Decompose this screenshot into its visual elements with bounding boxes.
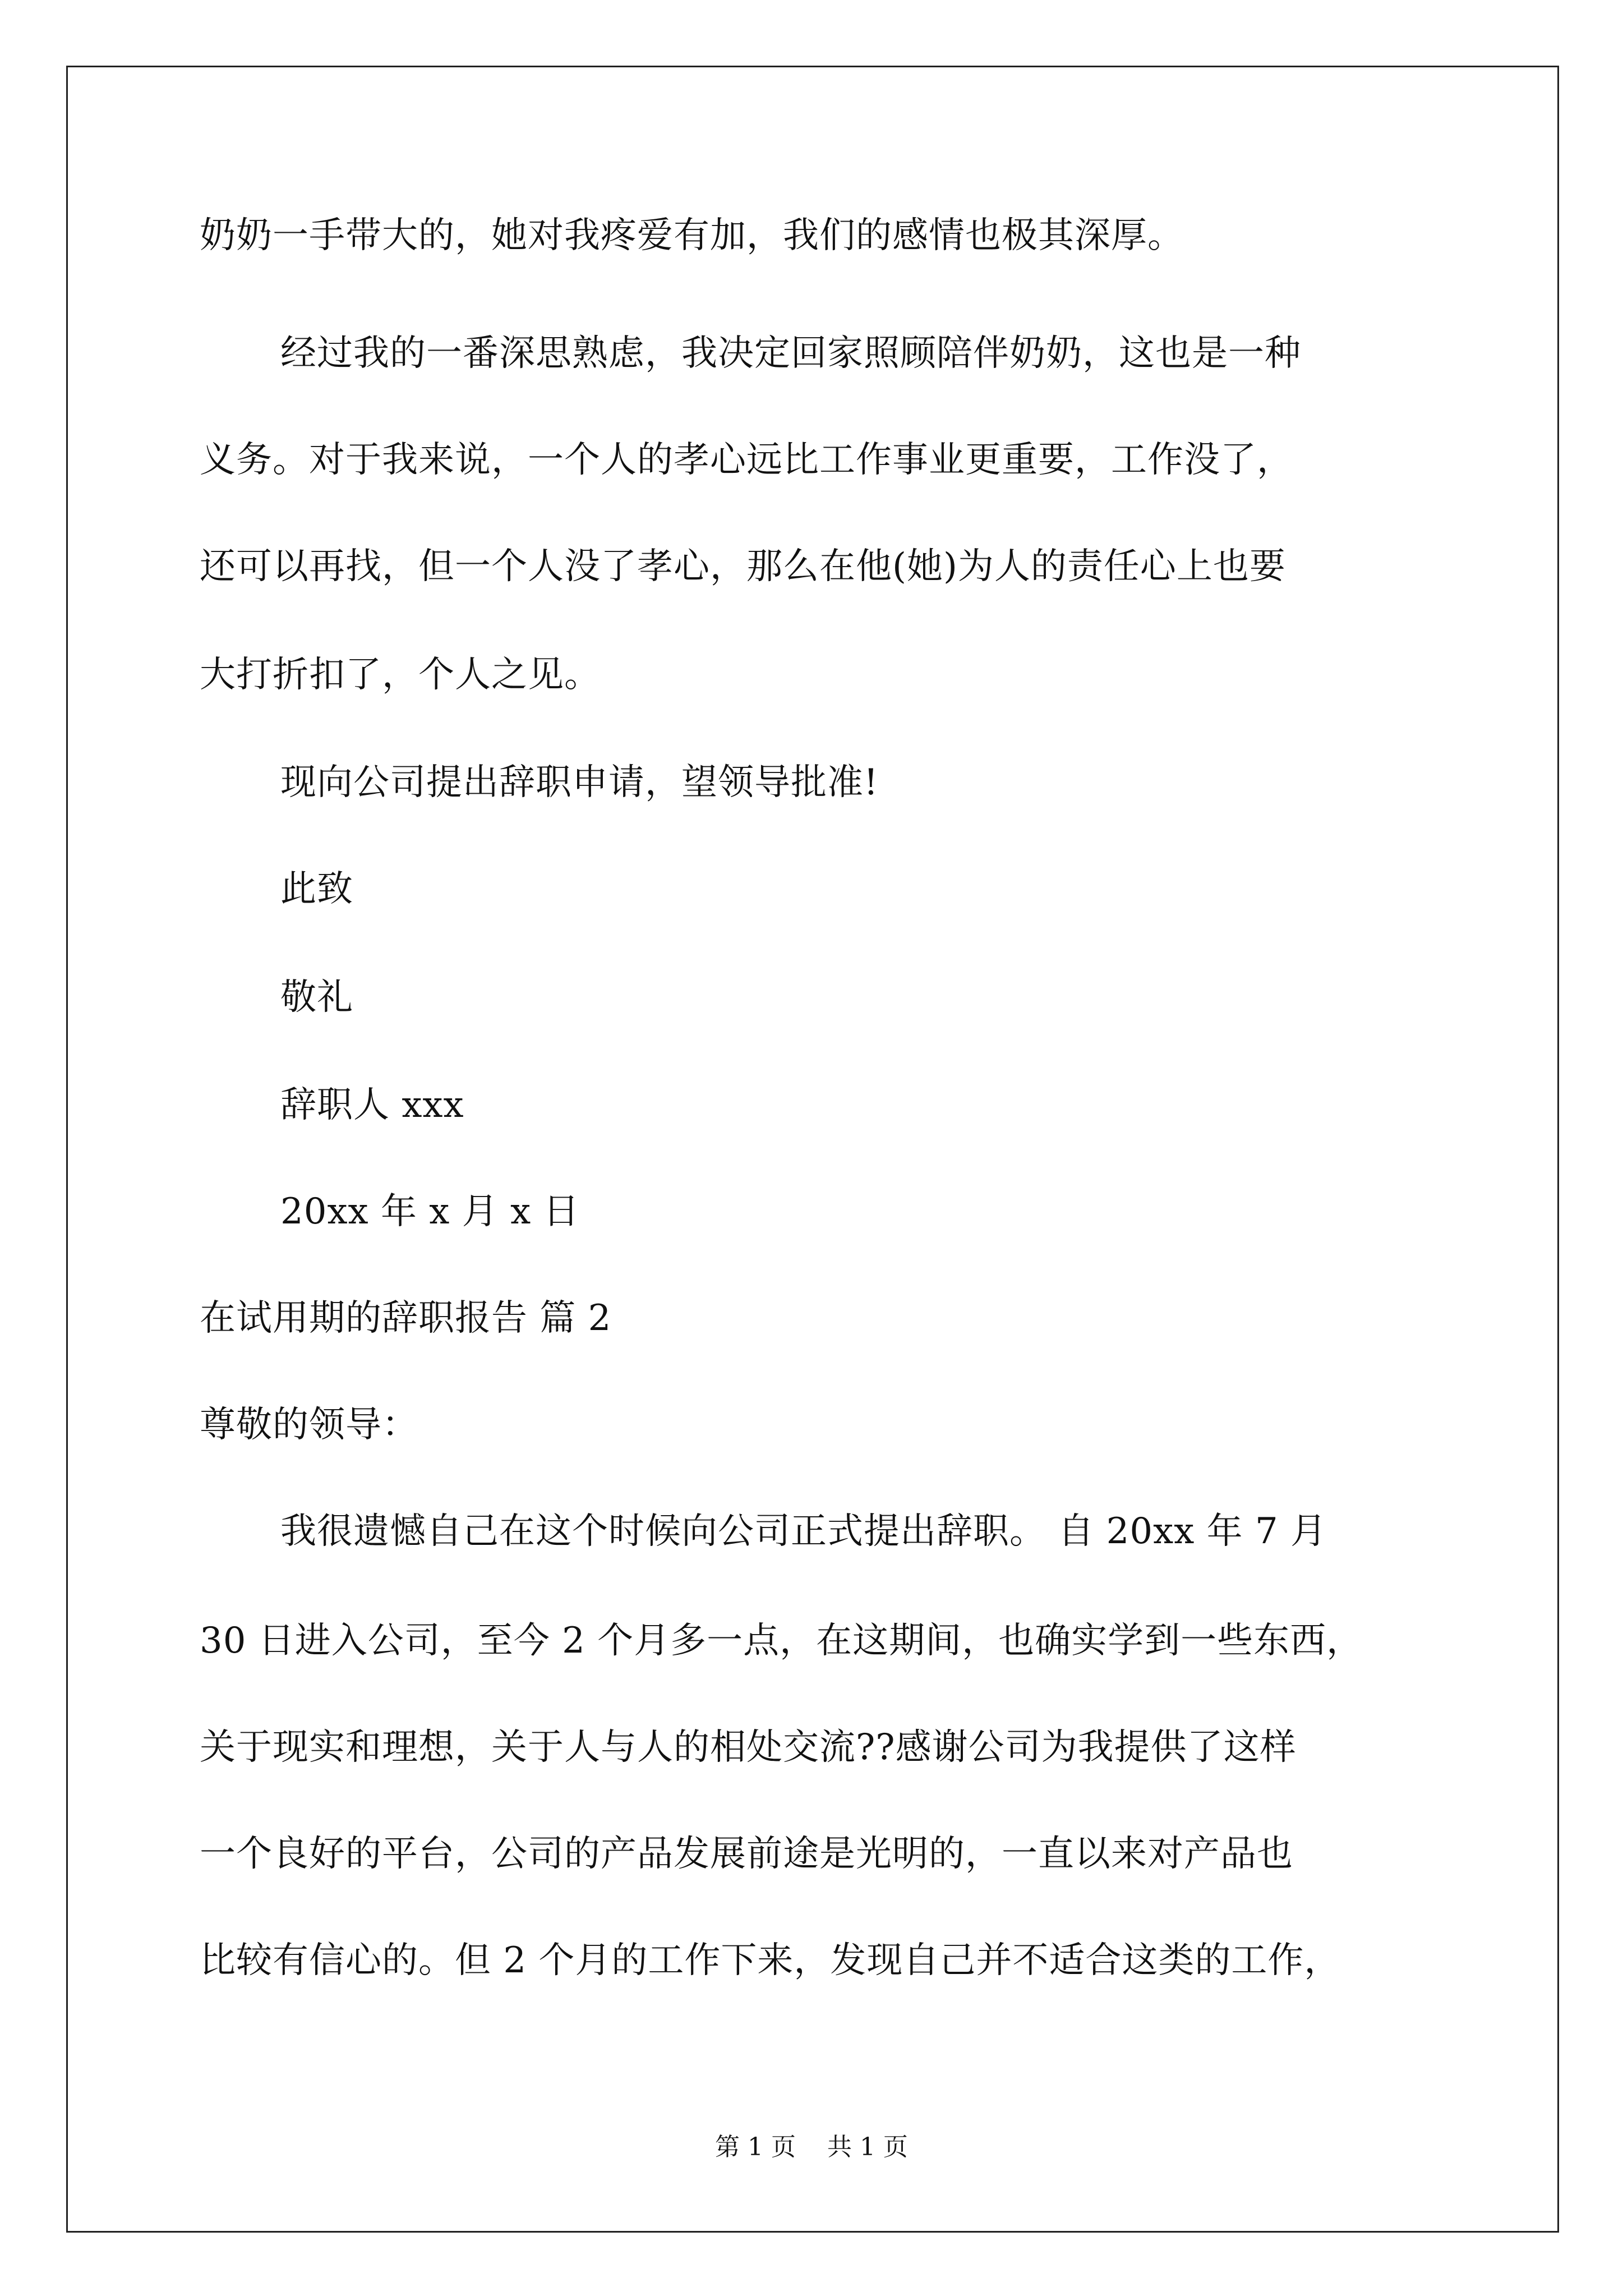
salutation-line: 此致: [280, 868, 353, 910]
text-line: 关于现实和理想，关于人与人的相处交流??感谢公司为我提供了这样: [200, 1727, 1297, 1768]
greeting-line: 尊敬的领导：: [200, 1404, 418, 1446]
page-footer: 第 1 页 共 1 页: [715, 2133, 908, 2161]
closing-line: 敬礼: [280, 977, 353, 1018]
page-border: [66, 66, 1559, 2233]
text-line: 一个良好的平台，公司的产品发展前途是光明的，一直以来对产品也: [200, 1833, 1293, 1875]
text-line: 我很遗憾自己在这个时候向公司正式提出辞职。 自 20xx 年 7 月: [280, 1511, 1327, 1552]
text-line: 奶奶一手带大的，她对我疼爱有加，我们的感情也极其深厚。: [200, 215, 1184, 256]
text-line: 还可以再找，但一个人没了孝心，那么在他(她)为人的责任心上也要: [200, 546, 1286, 587]
signature-line: 辞职人 xxx: [280, 1084, 464, 1126]
text-line: 义务。对于我来说，一个人的孝心远比工作事业更重要，工作没了，: [200, 439, 1293, 481]
date-line: 20xx 年 x 月 x 日: [280, 1191, 580, 1232]
section-heading: 在试用期的辞职报告 篇 2: [200, 1297, 612, 1339]
text-line: 经过我的一番深思熟虑，我决定回家照顾陪伴奶奶，这也是一种: [280, 333, 1301, 374]
text-line: 大打折扣了，个人之见。: [200, 654, 601, 696]
text-line: 30 日进入公司，至今 2 个月多一点，在这期间，也确实学到一些东西，: [200, 1620, 1363, 1662]
text-line: 比较有信心的。但 2 个月的工作下来，发现自己并不适合这类的工作，: [200, 1940, 1341, 1981]
text-line: 现向公司提出辞职申请，望领导批准!: [280, 762, 879, 803]
